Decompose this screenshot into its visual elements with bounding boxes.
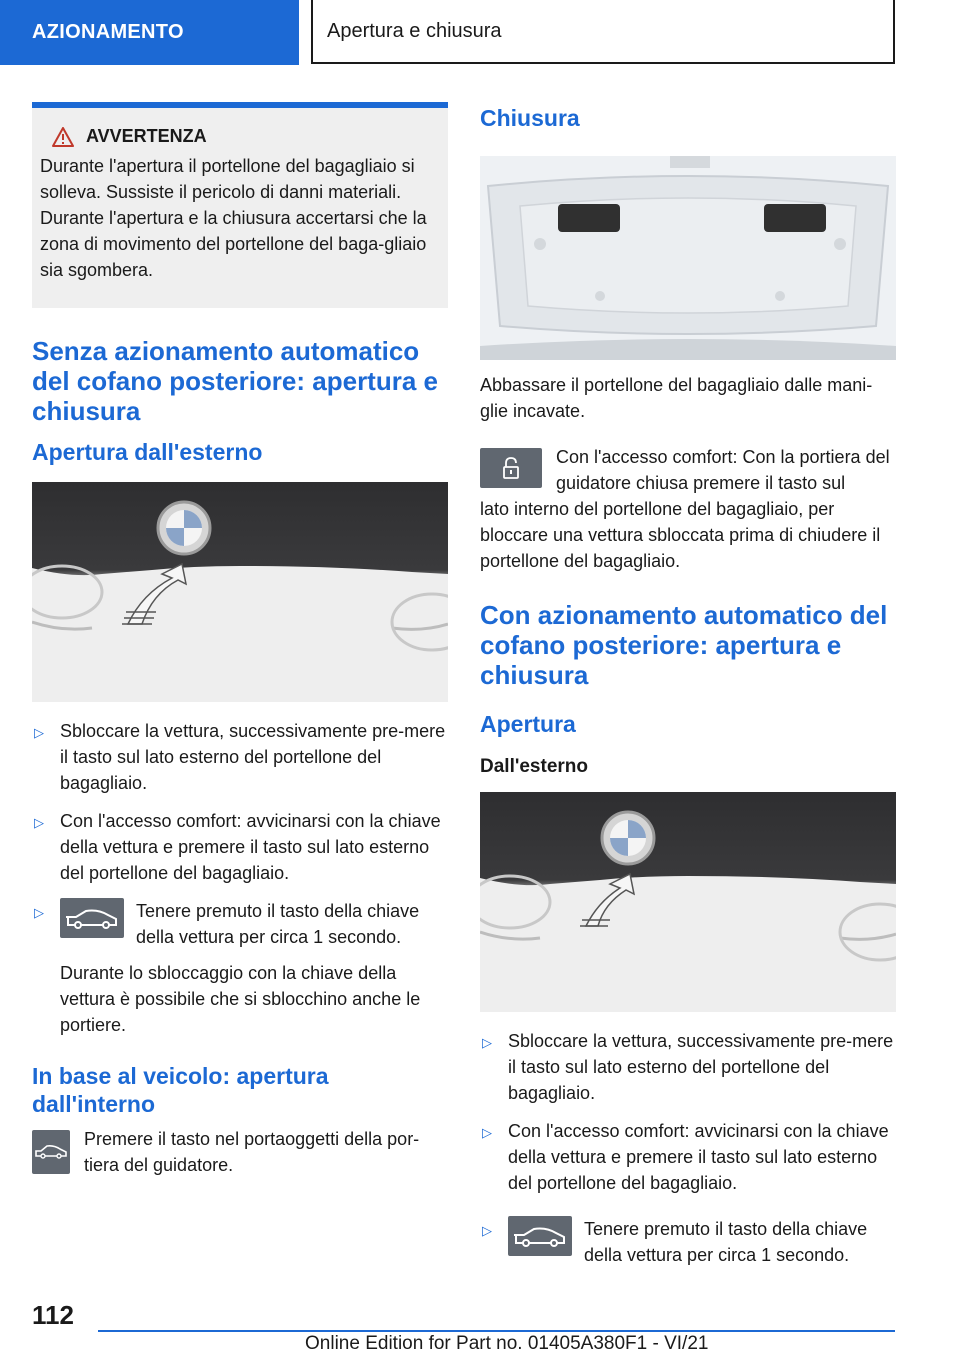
edition-text: Online Edition for Part no. 01405A380F1 - VI/21 bbox=[305, 1333, 709, 1354]
list-item bbox=[32, 898, 448, 1038]
list-item-text: Con l'accesso comfort: avvicinarsi con la chiave della vettura e premere il tasto sul lato esterno del portellone del bagagliaio. bbox=[60, 811, 441, 883]
car-tailgate-key-icon bbox=[508, 1216, 572, 1256]
tailgate-illustration-2 bbox=[480, 792, 896, 1012]
footer-divider bbox=[98, 1330, 895, 1332]
heading-from-outside: Dall'esterno bbox=[480, 756, 588, 777]
car-tailgate-button-icon bbox=[32, 1130, 70, 1174]
list-item-text: Sbloccare la vettura, successivamente pre-mere il tasto sul lato esterno del portellone del bagagliaio. bbox=[60, 721, 446, 793]
tailgate-inside-illustration bbox=[480, 156, 896, 360]
list-item-text: Con l'accesso comfort: avvicinarsi con la chiave della vettura e premere il tasto sul lato esterno del portellone del bagagliaio. bbox=[508, 1121, 889, 1193]
heading-open-inside: In base al veicolo: apertura dall'interno bbox=[32, 1063, 329, 1117]
list-item bbox=[480, 1216, 896, 1268]
list-item bbox=[32, 808, 448, 886]
tailgate-photo-2 bbox=[480, 792, 896, 1012]
section-title: AZIONAMENTO bbox=[32, 21, 184, 43]
tailgate-inside-photo bbox=[480, 156, 896, 360]
key-hold-text: Tenere premuto il tasto della chiave della vettura per circa 1 secondo. bbox=[584, 1219, 868, 1265]
bullet-triangle-icon: ▷ bbox=[482, 1223, 492, 1238]
warning-title: AVVERTENZA bbox=[86, 126, 207, 146]
list-item bbox=[480, 1118, 896, 1196]
section-tab bbox=[0, 0, 299, 65]
bullet-triangle-icon: ▷ bbox=[34, 905, 44, 920]
warning-text: Durante l'apertura il portellone del bagagliaio si solleva. Sussiste il pericolo di danni materiali. Durante l'apertura e la chiusura accertarsi che la zona di movimento del portellone del baga-gliaio sia sgombera. bbox=[40, 156, 427, 280]
right-column bbox=[480, 102, 896, 1268]
key-hold-text: Tenere premuto il tasto della chiave della vettura per circa 1 secondo. bbox=[136, 901, 420, 947]
inside-open-row bbox=[32, 1126, 448, 1178]
car-tailgate-key-icon bbox=[60, 898, 124, 938]
right-bullet-list bbox=[480, 1028, 896, 1268]
list-item bbox=[480, 1028, 896, 1106]
bullet-triangle-icon: ▷ bbox=[34, 815, 44, 830]
left-bullet-list bbox=[32, 718, 448, 1038]
closing-text: Abbassare il portellone del bagagliaio dalle mani-glie incavate. bbox=[480, 375, 873, 421]
lock-icon bbox=[480, 448, 542, 488]
page-header bbox=[311, 0, 895, 64]
warning-box bbox=[32, 102, 448, 308]
left-column bbox=[32, 102, 448, 1178]
warning-heading bbox=[40, 126, 438, 147]
bullet-triangle-icon: ▷ bbox=[34, 725, 44, 740]
page-title: Apertura e chiusura bbox=[327, 19, 502, 42]
list-item bbox=[32, 718, 448, 796]
bullet-triangle-icon: ▷ bbox=[482, 1125, 492, 1140]
warning-triangle-icon bbox=[52, 127, 74, 147]
list-item-text: Sbloccare la vettura, successivamente pre-mere il tasto sul lato esterno del portellone del bagagliaio. bbox=[508, 1031, 894, 1103]
comfort-lock-text-b: lato interno del portellone del bagagliaio, per bloccare una vettura sbloccata prima di chiudere il portellone del bagagliaio. bbox=[480, 499, 881, 571]
heading-closing: Chiusura bbox=[480, 105, 580, 131]
tailgate-photo bbox=[32, 482, 448, 702]
comfort-lock-block bbox=[480, 444, 896, 574]
tailgate-illustration bbox=[32, 482, 448, 702]
heading-manual-tailgate: Senza azionamento automatico del cofano posteriore: apertura e chiusura bbox=[32, 336, 438, 426]
heading-auto-tailgate: Con azionamento automatico del cofano posteriore: apertura e chiusura bbox=[480, 600, 888, 690]
unlock-note: Durante lo sbloccaggio con la chiave della vettura è possibile che si sblocchino anche le portiere. bbox=[60, 963, 421, 1035]
bullet-triangle-icon: ▷ bbox=[482, 1035, 492, 1050]
heading-opening: Apertura bbox=[480, 711, 576, 737]
inside-open-text: Premere il tasto nel portaoggetti della por-tiera del guidatore. bbox=[84, 1129, 420, 1175]
comfort-lock-text-a: Con l'accesso comfort: Con la portiera del guidatore chiusa premere il tasto sul bbox=[556, 447, 890, 493]
page-number: 112 bbox=[32, 1300, 74, 1330]
heading-open-outside: Apertura dall'esterno bbox=[32, 439, 263, 465]
